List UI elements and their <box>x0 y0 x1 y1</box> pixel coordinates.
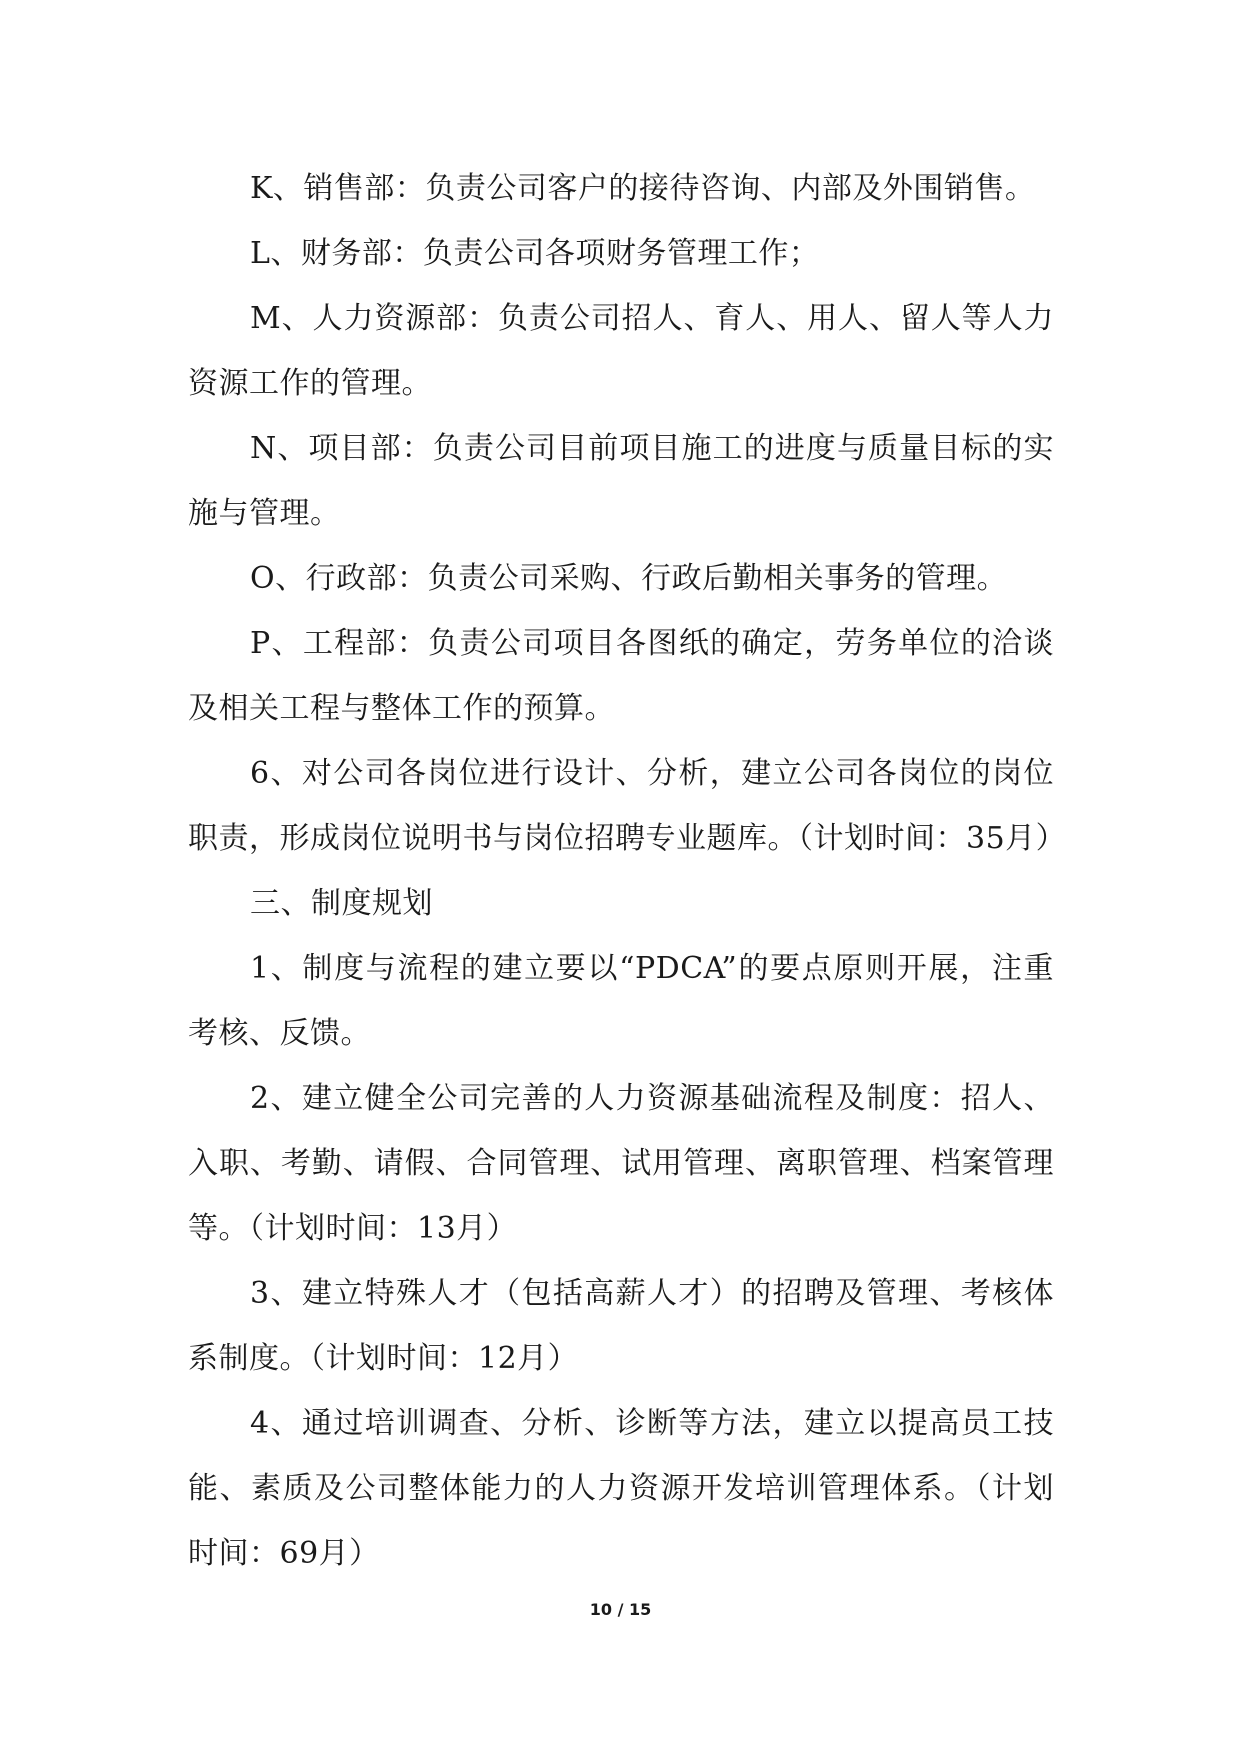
paragraph-finance-dept: L、财务部：负责公司各项财务管理工作； <box>250 236 820 271</box>
document-body <box>188 156 1067 1586</box>
paragraph-item-6: 6、对公司各岗位进行设计、分析，建立公司各岗位的岗位职责，形成岗位说明书与岗位招聘专业题库。（计划时间：35月） <box>188 756 1067 856</box>
paragraph-item-4: 4、通过培训调查、分析、诊断等方法，建立以提高员工技能、素质及公司整体能力的人力资源开发培训管理体系。（计划时间：69月） <box>188 1406 1054 1571</box>
paragraph-item-2: 2、建立健全公司完善的人力资源基础流程及制度：招人、入职、考勤、请假、合同管理、试用管理、离职管理、档案管理等。（计划时间：13月） <box>188 1081 1054 1246</box>
paragraph-admin-dept: O、行政部：负责公司采购、行政后勤相关事务的管理。 <box>250 561 1008 596</box>
paragraph-engineering-dept: P、工程部：负责公司项目各图纸的确定，劳务单位的洽谈及相关工程与整体工作的预算。 <box>188 626 1054 726</box>
section-heading-system-planning: 三、制度规划 <box>250 886 433 921</box>
paragraph-project-dept: N、项目部：负责公司目前项目施工的进度与质量目标的实施与管理。 <box>188 431 1054 531</box>
paragraph-item-1: 1、制度与流程的建立要以“PDCA”的要点原则开展，注重考核、反馈。 <box>188 951 1054 1051</box>
paragraph-hr-dept: M、人力资源部：负责公司招人、育人、用人、留人等人力资源工作的管理。 <box>188 301 1054 401</box>
paragraph-sales-dept: K、销售部：负责公司客户的接待咨询、内部及外围销售。 <box>250 171 1036 206</box>
page-number: 10 / 15 <box>589 1600 652 1619</box>
paragraph-item-3: 3、建立特殊人才（包括高薪人才）的招聘及管理、考核体系制度。（计划时间：12月） <box>188 1276 1054 1376</box>
